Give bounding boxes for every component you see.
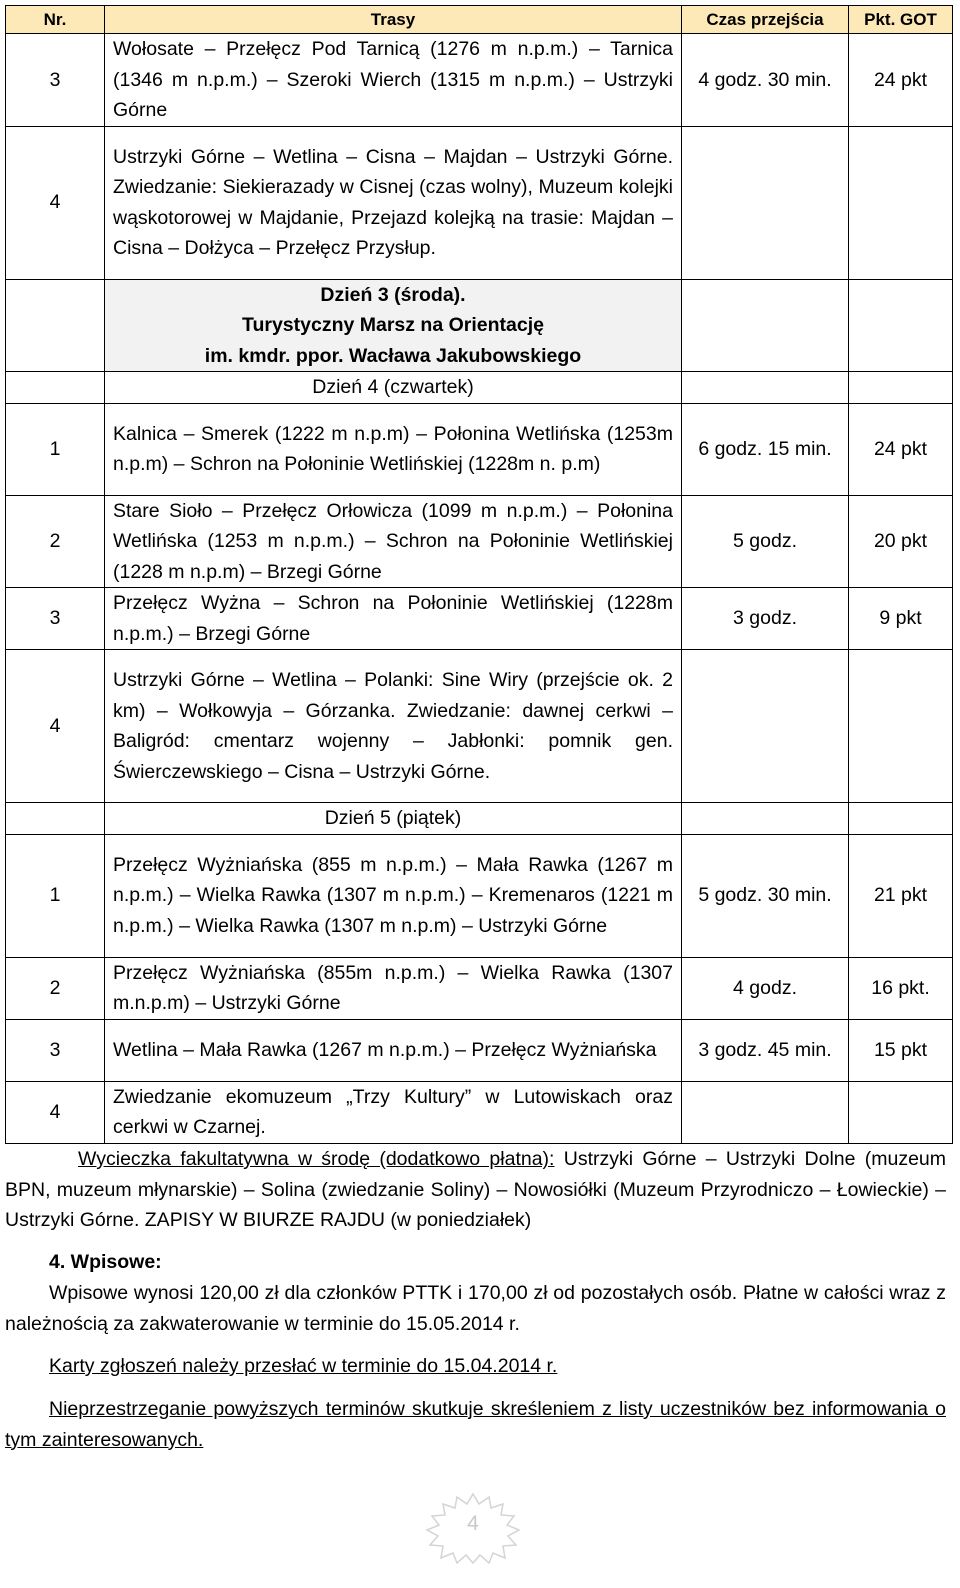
header-trasy: Trasy	[105, 6, 682, 34]
table-row	[6, 957, 953, 1019]
table-row	[6, 588, 953, 650]
day-5-header: Dzień 5 (piątek)	[105, 803, 682, 835]
row-time: 5 godz. 30 min.	[682, 834, 849, 957]
row-nr: 4	[6, 650, 105, 803]
day-header-row	[6, 803, 953, 835]
row-points	[849, 126, 953, 279]
row-points	[849, 803, 953, 835]
row-time: 3 godz. 45 min.	[682, 1019, 849, 1081]
row-route: Wołosate – Przełęcz Pod Tarnicą (1276 m n.p.m.) – Tarnica (1346 m n.p.m.) – Szeroki Wierch (1315 m n.p.m.) – Ustrzyki Górne	[105, 34, 682, 127]
header-nr: Nr.	[6, 6, 105, 34]
excursion-text: Ustrzyki Górne – Ustrzyki Dolne (muzeum BPN, muzeum młynarskie) – Solina (zwiedzanie Soliny) – Nowosiółki (Muzeum Przyrodniczo – Łowieckie) – Ustrzyki Górne. ZAPISY W BIURZE RAJDU (w poniedziałek)	[5, 1148, 946, 1231]
excursion-label: Wycieczka fakultatywna w środę (dodatkowo płatna):	[78, 1148, 555, 1170]
row-time	[682, 650, 849, 803]
row-time	[682, 803, 849, 835]
excursion-paragraph	[5, 1144, 946, 1236]
row-nr: 1	[6, 403, 105, 495]
row-route: Przełęcz Wyżna – Schron na Połoninie Wetlińskiej (1228m n.p.m.) – Brzegi Górne	[105, 588, 682, 650]
page-number: 4	[467, 1512, 479, 1535]
row-points: 24 pkt	[849, 34, 953, 127]
row-nr: 3	[6, 588, 105, 650]
row-points	[849, 372, 953, 404]
row-points: 24 pkt	[849, 403, 953, 495]
day-3-event: Turystyczny Marsz na Orientację	[241, 314, 544, 336]
row-route: Kalnica – Smerek (1222 m n.p.m) – Połonina Wetlińska (1253m n.p.m) – Schron na Połoninie Wetlińskiej (1228m n. p.m)	[105, 403, 682, 495]
row-points: 20 pkt	[849, 495, 953, 588]
day-3-title: Dzień 3 (środa).	[320, 283, 466, 306]
row-nr: 2	[6, 495, 105, 588]
row-route: Ustrzyki Górne – Wetlina – Polanki: Sine Wiry (przejście ok. 2 km) – Wołkowyja – Górzanka. Zwiedzanie: dawnej cerkwi – Baligród: cmentarz wojenny – Jabłonki: pomnik gen. Świerczewskiego – Cisna – Ustrzyki Górne.	[105, 650, 682, 803]
row-time	[682, 279, 849, 372]
row-points	[849, 1081, 953, 1143]
row-points: 9 pkt	[849, 588, 953, 650]
row-nr	[6, 372, 105, 404]
warning-paragraph	[5, 1394, 946, 1455]
cards-deadline-text: Karty zgłoszeń należy przesłać w terminie do 15.04.2014 r.	[49, 1355, 558, 1377]
day-3-header	[105, 279, 682, 372]
row-points: 15 pkt	[849, 1019, 953, 1081]
cards-deadline	[5, 1351, 946, 1382]
row-time: 3 godz.	[682, 588, 849, 650]
day-3-patron: im. kmdr. ppor. Wacława Jakubowskiego	[204, 344, 582, 367]
day-4-header: Dzień 4 (czwartek)	[105, 372, 682, 404]
table-row	[6, 34, 953, 127]
header-pkt: Pkt. GOT	[849, 6, 953, 34]
row-nr: 2	[6, 957, 105, 1019]
table-row	[6, 495, 953, 588]
table-row	[6, 834, 953, 957]
row-route: Stare Sioło – Przełęcz Orłowicza (1099 m n.p.m.) – Połonina Wetlińska (1253 m n.p.m.) – Schron na Połoninie Wetlińskiej (1228 m n.p.m) – Brzegi Górne	[105, 495, 682, 588]
row-route: Ustrzyki Górne – Wetlina – Cisna – Majdan – Ustrzyki Górne. Zwiedzanie: Siekierazady w Cisnej (czas wolny), Muzeum kolejki wąskotorowej w Majdanie, Przejazd kolejką na trasie: Majdan – Cisna – Dołżyca – Przełęcz Przysłup.	[105, 126, 682, 279]
section-heading-wpisowe: 4. Wpisowe:	[49, 1251, 162, 1273]
fee-paragraph: Wpisowe wynosi 120,00 zł dla członków PTTK i 170,00 zł od pozostałych osób. Płatne w całości wraz z należnością za zakwaterowanie w terminie do 15.05.2014 r.	[5, 1282, 946, 1335]
row-time	[682, 372, 849, 404]
row-time: 5 godz.	[682, 495, 849, 588]
day-header-row	[6, 279, 953, 372]
day-header-row	[6, 372, 953, 404]
row-time: 4 godz. 30 min.	[682, 34, 849, 127]
row-nr: 4	[6, 126, 105, 279]
row-points: 16 pkt.	[849, 957, 953, 1019]
table-row	[6, 126, 953, 279]
routes-table	[5, 5, 953, 1144]
row-nr: 3	[6, 34, 105, 127]
row-nr: 4	[6, 1081, 105, 1143]
row-points	[849, 650, 953, 803]
row-points	[849, 279, 953, 372]
row-time: 6 godz. 15 min.	[682, 403, 849, 495]
row-nr	[6, 803, 105, 835]
row-route: Zwiedzanie ekomuzeum „Trzy Kultury” w Lutowiskach oraz cerkwi w Czarnej.	[105, 1081, 682, 1143]
table-row	[6, 650, 953, 803]
row-nr: 3	[6, 1019, 105, 1081]
table-header-row	[6, 6, 953, 34]
table-row	[6, 403, 953, 495]
row-route: Przełęcz Wyżniańska (855m n.p.m.) – Wielka Rawka (1307 m.n.p.m) – Ustrzyki Górne	[105, 957, 682, 1019]
header-czas: Czas przejścia	[682, 6, 849, 34]
row-time	[682, 126, 849, 279]
warning-text: Nieprzestrzeganie powyższych terminów skutkuje skreśleniem z listy uczestników bez informowania o tym zainteresowanych.	[5, 1398, 946, 1451]
row-time	[682, 1081, 849, 1143]
table-row	[6, 1019, 953, 1081]
row-points: 21 pkt	[849, 834, 953, 957]
table-row	[6, 1081, 953, 1143]
row-nr	[6, 279, 105, 372]
row-route: Przełęcz Wyżniańska (855 m n.p.m.) – Mała Rawka (1267 m n.p.m.) – Wielka Rawka (1307 m n.p.m.) – Kremenaros (1221 m n.p.m.) – Wielka Rawka (1307 m n.p.m) – Ustrzyki Górne	[105, 834, 682, 957]
row-nr: 1	[6, 834, 105, 957]
row-route: Wetlina – Mała Rawka (1267 m n.p.m.) – Przełęcz Wyżniańska	[105, 1019, 682, 1081]
row-time: 4 godz.	[682, 957, 849, 1019]
